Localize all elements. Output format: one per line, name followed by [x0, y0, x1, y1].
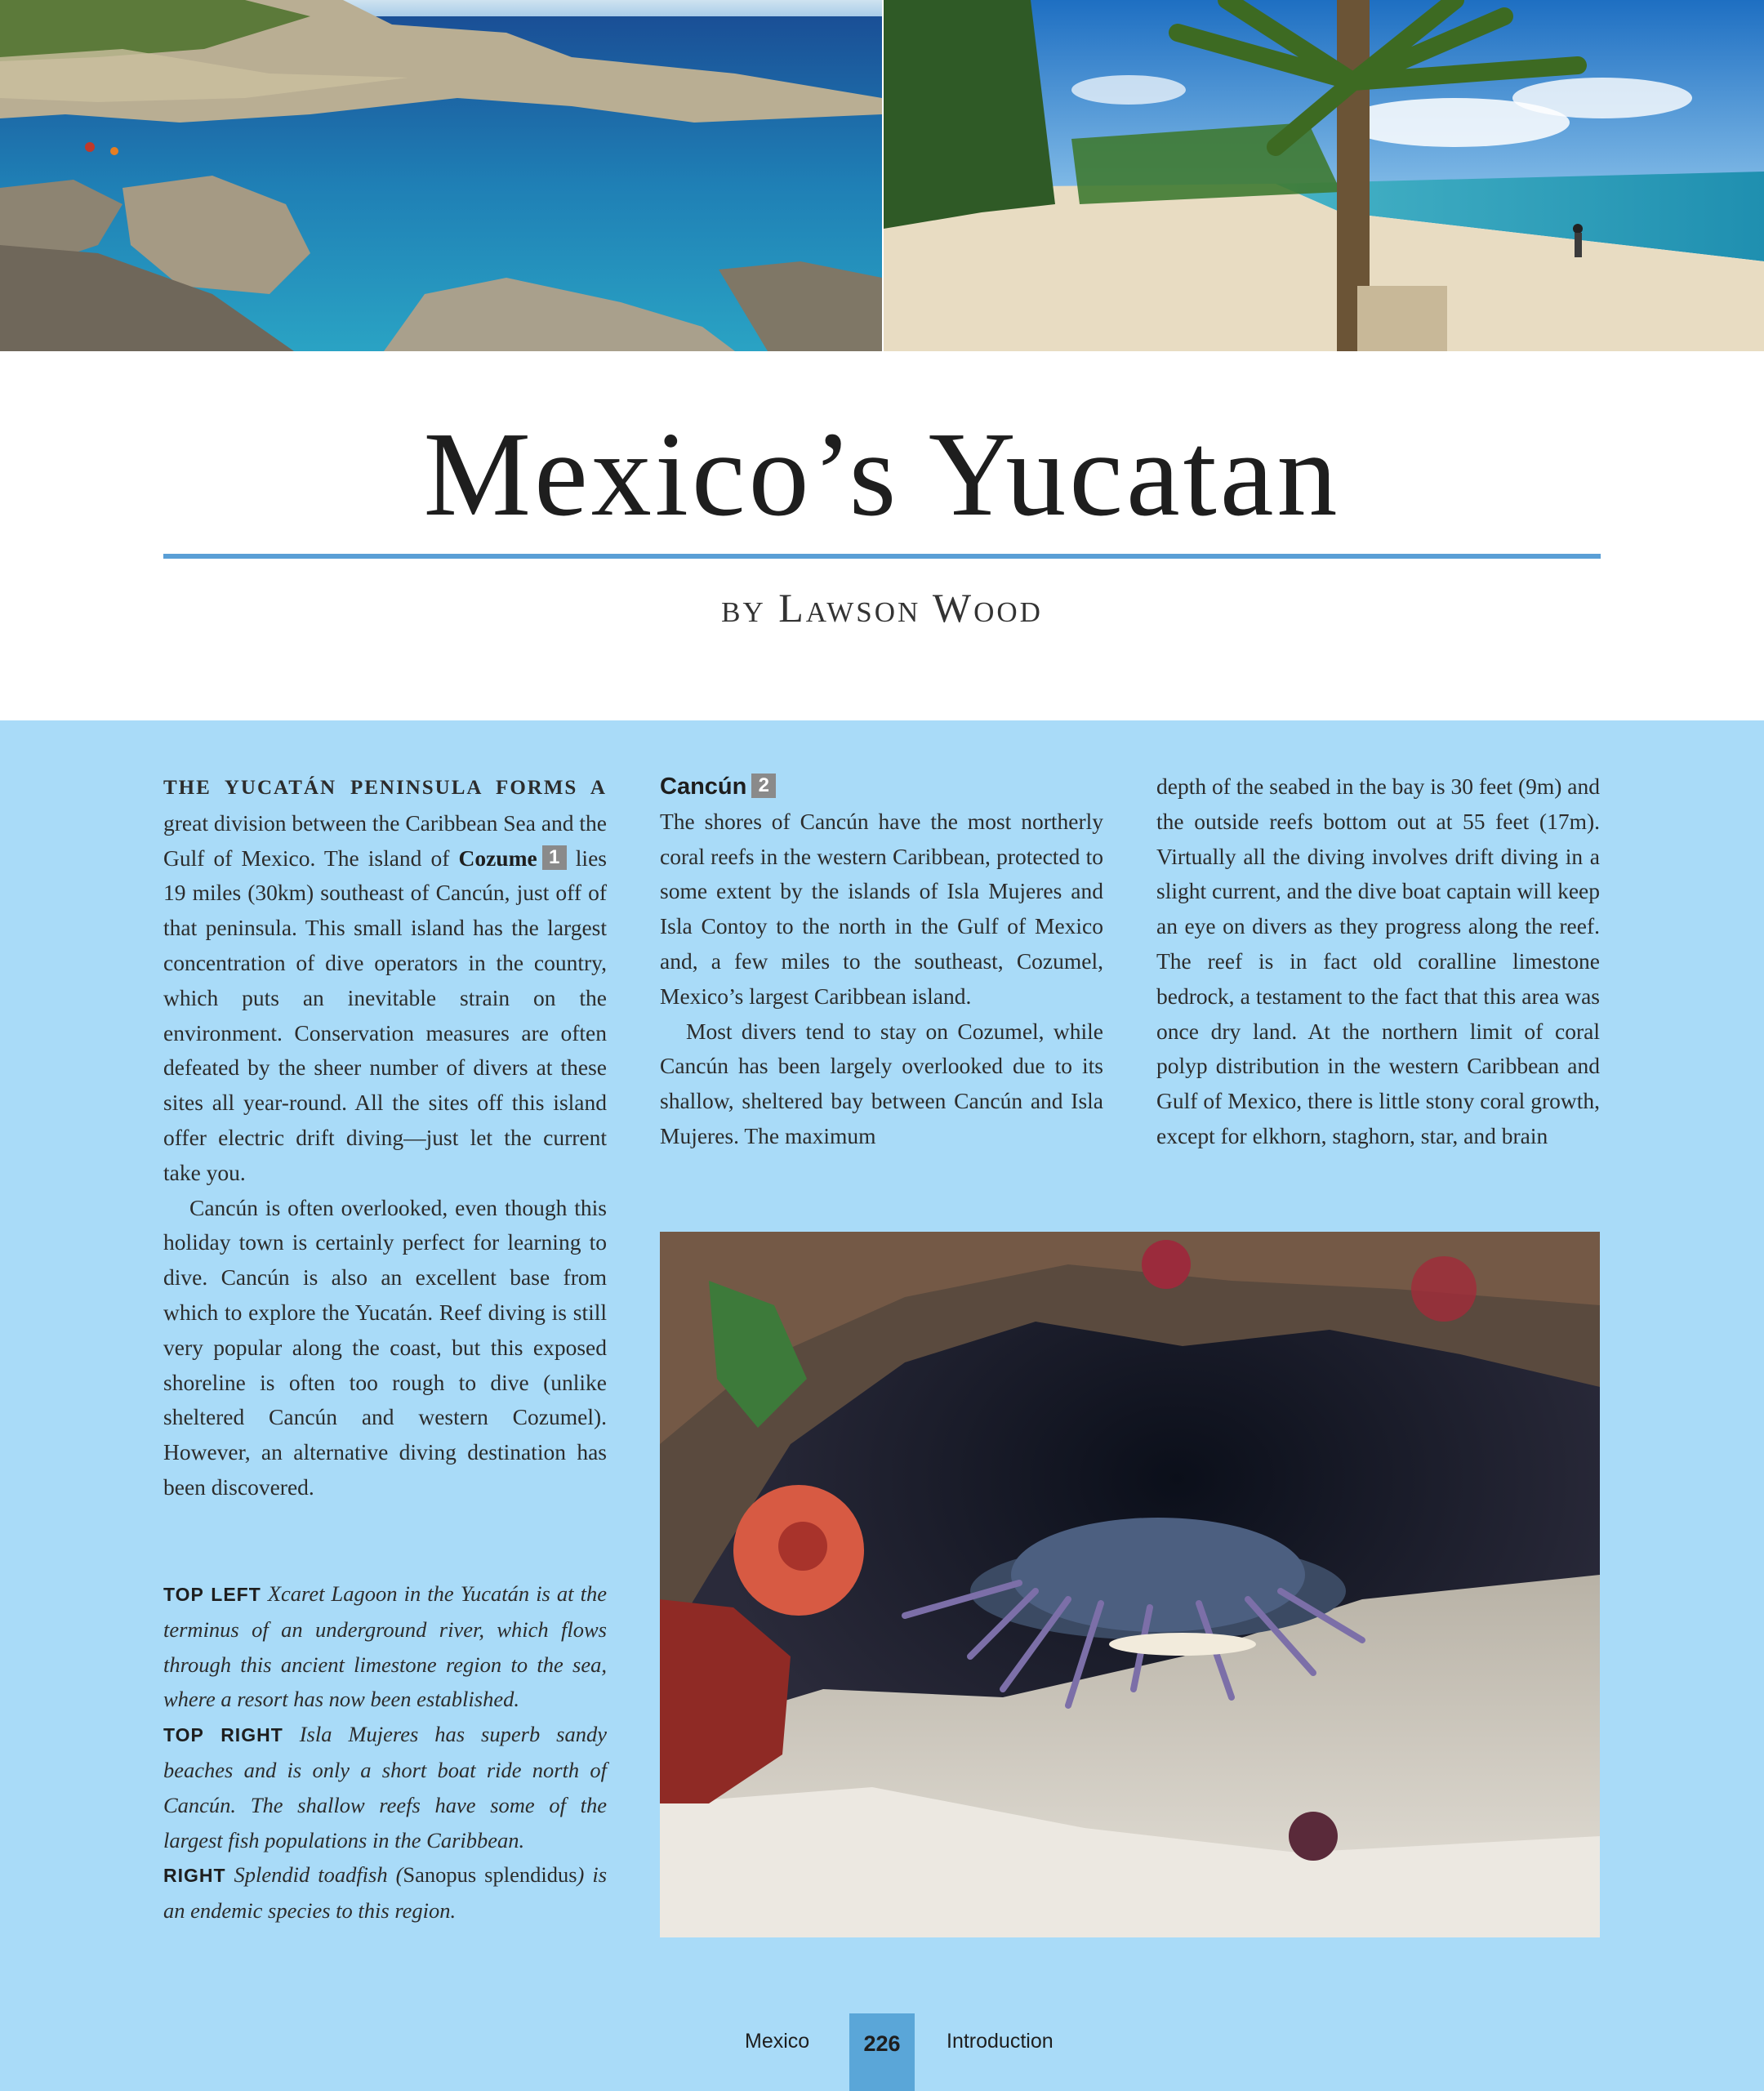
- paragraph: Cancún is often overlooked, even though this holiday town is certainly perfect for learning to dive. Cancún is also an excellent base from which to explore the Yucatán. Reef diving is still very popular along the coast, but this exposed shoreline is often too rough to dive (unlike sheltered Cancún and western Cozumel). However, an alternative diving destination has been discovered.: [163, 1194, 607, 1500]
- photo-xcaret-lagoon: [0, 0, 882, 351]
- section-heading-cancun: Cancún 2: [660, 769, 1103, 805]
- paragraph: Most divers tend to stay on Cozumel, while Cancún has been largely overlooked due to its shallow, sheltered bay between Cancún and Isla Mujeres. The maximum: [660, 1018, 1103, 1148]
- map-ref-badge: 2: [751, 774, 776, 798]
- title-rule: [163, 554, 1601, 559]
- footer-section: Mexico: [745, 2030, 810, 2053]
- caption-top-left: TOP LEFT Xcaret Lagoon in the Yucatán is at the terminus of an underground river, which flows through this ancient limestone region to the sea, where a resort has now been established.: [163, 1581, 607, 1712]
- photo-isla-mujeres-beach: [884, 0, 1764, 351]
- byline: by Lawson Wood: [721, 585, 1043, 631]
- paragraph: THE YUCATÁN PENINSULA FORMS A great division between the Caribbean Sea and the Gulf of Mexico. The island of Cozume 1 lies 19 miles (30km) southeast of Cancún, just off of that peninsula. This small island has the largest concentration of dive operators in the country, which puts an inevitable strain on the environment. Conservation measures are often defeated by the sheer number of divers at these sites all year-round. All the sites off this island offer electric drift diving—just let the current take you.: [163, 777, 607, 1185]
- paragraph: depth of the seabed in the bay is 30 feet (9m) and the outside reefs bottom out at 55 feet (17m). Virtually all the diving involves drift diving in a slight current, and the dive boat captain will keep an eye on divers as they progress along the reef. The reef is in fact old coralline limestone bedrock, a testament to the fact that this area was once dry land. At the northern limit of coral polyp distribution in the western Caribbean and Gulf of Mexico, there is little stony coral growth, except for elkhorn, staghorn, star, and brain: [1156, 774, 1600, 1148]
- page-number: 226: [863, 2031, 901, 2056]
- photo-captions: [163, 1576, 607, 1928]
- page-number-box: [849, 2013, 915, 2091]
- paragraph: The shores of Cancún have the most northerly coral reefs in the western Caribbean, protected to some extent by the islands of Isla Mujeres and Isla Contoy to the north in the Gulf of Mexico and, a few miles to the southeast, Cozumel, Mexico’s largest Caribbean island.: [660, 808, 1103, 1009]
- place-name-cozumel: Cozume: [458, 845, 537, 871]
- map-ref-badge: 1: [542, 845, 567, 870]
- column-3: [1156, 769, 1600, 1154]
- caption-right: RIGHT Splendid toadfish (Sanopus splendidus) is an endemic species to this region.: [163, 1862, 608, 1924]
- species-name: Sanopus splendidus: [403, 1862, 577, 1888]
- footer-chapter: Introduction: [947, 2030, 1054, 2053]
- header-photos: [0, 0, 1764, 351]
- photo-splendid-toadfish: [660, 1232, 1600, 1937]
- article-title: Mexico’s Yucatan: [423, 408, 1341, 542]
- column-1: [163, 769, 607, 1505]
- lead-in: THE YUCATÁN PENINSULA FORMS A: [163, 777, 607, 799]
- caption-top-right: TOP RIGHT Isla Mujeres has superb sandy beaches and is only a short boat ride north of Cancún. The shallow reefs have some of the largest fish populations in the Caribbean.: [163, 1722, 607, 1852]
- column-2: [660, 769, 1103, 1154]
